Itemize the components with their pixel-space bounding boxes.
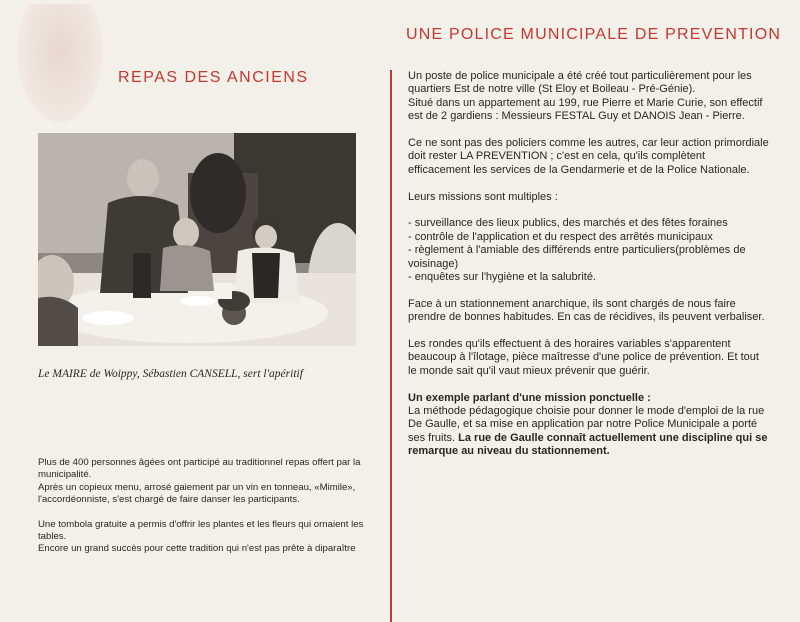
photo-illustration — [38, 133, 356, 346]
column-divider — [390, 70, 392, 622]
missions-list — [408, 217, 770, 284]
police-paragraph-1: Un poste de police municipale a été créé tout particulièrement pour les quartiers Est de notre ville (St Eloy et Boileau - Pré-Génie). Situé dans un appartement au 199, rue Pierre et Marie Curie, son effectif est de 2 gardiens : Messieurs FESTAL Guy et DANOIS Jean - Pierre. — [408, 70, 763, 123]
police-title: UNE POLICE MUNICIPALE DE PREVENTION — [406, 26, 782, 43]
repas-article — [38, 457, 364, 568]
example-block — [408, 392, 770, 459]
example-heading: Un exemple parlant d'une mission ponctuelle : — [408, 391, 651, 404]
faded-crest-watermark — [18, 4, 102, 122]
mission-item: - enquêtes sur l'hygiène et la salubrité. — [408, 271, 596, 284]
repas-paragraph-1: Plus de 400 personnes âgées ont participé au traditionnel repas offert par la municipalité. Après un copieux menu, arrosé gaiement par un vin en tonneau, «Mimile», l'accordéonniste, s'est chargé de faire danser les participants. — [38, 457, 361, 506]
example-body — [408, 405, 770, 459]
mission-item: - surveillance des lieux publics, des marchés et des fêtes foraines — [408, 217, 728, 230]
photo-caption: Le MAIRE de Woippy, Sébastien CANSELL, sert l'apéritif — [38, 368, 303, 380]
event-photo — [38, 133, 356, 346]
police-paragraph-4: Les rondes qu'ils effectuent à des horaires variables s'apparentent beaucoup à l'îlotage, pièce maîtresse d'une police de prévention. Et tout le monde sait qu'il vaut mieux prévenir que guérir. — [408, 338, 759, 377]
police-article — [408, 70, 770, 459]
police-paragraph-2: Ce ne sont pas des policiers comme les autres, car leur action primordiale doit rester LA PREVENTION ; c'est en cela, qu'ils complètent efficacement les services de la Gendarmerie et de la Police Nationale. — [408, 137, 769, 176]
repas-title: REPAS DES ANCIENS — [118, 69, 309, 86]
repas-paragraph-2: Une tombola gratuite a permis d'offrir les plantes et les fleurs qui ornaient les tables. Encore un grand succès pour cette tradition qui n'est pas prête à diparaître — [38, 518, 364, 555]
example-text: La méthode pédagogique choisie pour donner le mode d'emploi de la rue De Gaulle, et sa mise en application par notre Police Municipale a porté ses fruits. — [408, 405, 765, 444]
missions-intro: Leurs missions sont multiples : — [408, 190, 558, 203]
police-paragraph-3: Face à un stationnement anarchique, ils sont chargés de nous faire prendre de bonnes habitudes. En cas de récidives, ils peuvent verbaliser. — [408, 297, 765, 324]
example-bold-text: La rue de Gaulle connaît actuellement une discipline qui se remarque au niveau du stationnement. — [408, 431, 768, 458]
mission-item: - contrôle de l'application et du respect des arrêtés municipaux — [408, 230, 713, 243]
mission-item: - règlement à l'amiable des différends entre particuliers(problèmes de voisinage) — [408, 244, 746, 270]
